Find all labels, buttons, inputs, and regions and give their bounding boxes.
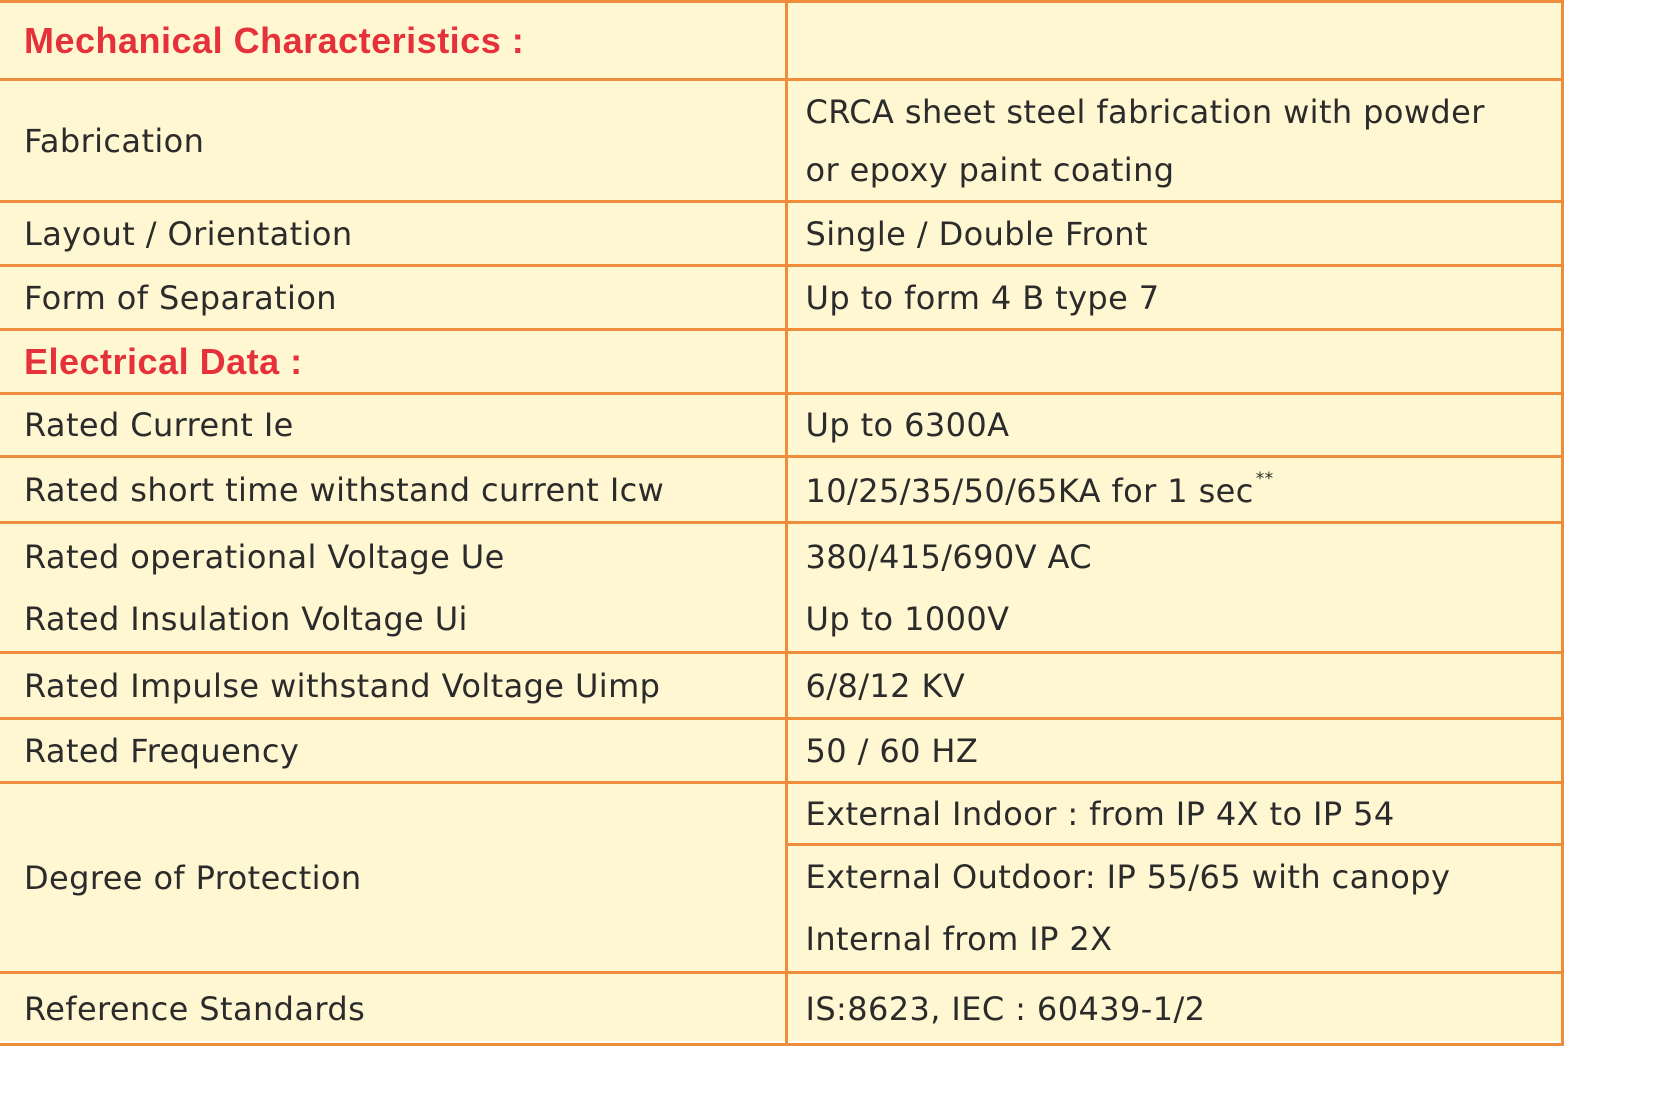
row-value xyxy=(786,719,1562,783)
empty-cell xyxy=(786,330,1562,394)
table-row xyxy=(0,80,1562,202)
row-label xyxy=(0,266,786,330)
section-heading-mechanical xyxy=(0,2,786,80)
row-label xyxy=(0,523,786,653)
row-value xyxy=(786,202,1562,266)
table-row xyxy=(0,973,1562,1045)
value-operational-voltage: 380/415/690V AC xyxy=(805,537,1093,576)
label-operational-voltage: Rated operational Voltage Ue xyxy=(24,537,505,576)
section-heading-electrical xyxy=(0,330,786,394)
value-separation: Up to form 4 B type 7 xyxy=(805,278,1160,317)
value-frequency: 50 / 60 HZ xyxy=(805,731,979,770)
value-protection-internal: Internal from IP 2X xyxy=(805,920,1113,958)
label-standards: Reference Standards xyxy=(24,989,366,1028)
row-value xyxy=(786,973,1562,1045)
label-separation: Form of Separation xyxy=(24,278,337,317)
table-row xyxy=(0,653,1562,719)
table-row xyxy=(0,719,1562,783)
label-insulation-voltage: Rated Insulation Voltage Ui xyxy=(24,599,468,638)
table-row xyxy=(0,783,1562,973)
table-row xyxy=(0,394,1562,457)
table-row xyxy=(0,457,1562,523)
label-protection: Degree of Protection xyxy=(24,858,362,897)
label-layout: Layout / Orientation xyxy=(24,214,353,253)
row-value xyxy=(786,394,1562,457)
row-value xyxy=(786,457,1562,523)
value-standards: IS:8623, IEC : 60439-1/2 xyxy=(805,989,1206,1028)
table-row xyxy=(0,202,1562,266)
row-label xyxy=(0,202,786,266)
value-insulation-voltage: Up to 1000V xyxy=(805,599,1010,638)
electrical-heading: Electrical Data : xyxy=(24,340,303,382)
label-frequency: Rated Frequency xyxy=(24,731,300,770)
row-value xyxy=(786,80,1562,202)
value-protection-outdoor: External Outdoor: IP 55/65 with canopy xyxy=(805,858,1451,896)
row-label xyxy=(0,973,786,1045)
label-short-time-current: Rated short time withstand current Icw xyxy=(24,470,665,509)
label-fabrication: Fabrication xyxy=(24,121,205,160)
label-rated-current: Rated Current Ie xyxy=(24,406,294,444)
mechanical-heading: Mechanical Characteristics : xyxy=(24,19,525,61)
row-value xyxy=(786,783,1562,973)
row-label xyxy=(0,783,786,973)
table-row xyxy=(0,523,1562,653)
empty-cell xyxy=(786,2,1562,80)
row-label xyxy=(0,719,786,783)
value-impulse-voltage: 6/8/12 KV xyxy=(805,666,966,705)
section-row-mechanical xyxy=(0,2,1562,80)
label-impulse-voltage: Rated Impulse withstand Voltage Uimp xyxy=(24,666,661,705)
row-label xyxy=(0,653,786,719)
row-label xyxy=(0,394,786,457)
row-value xyxy=(786,653,1562,719)
row-value xyxy=(786,523,1562,653)
value-rated-current: Up to 6300A xyxy=(805,406,1010,444)
table-row xyxy=(0,266,1562,330)
row-value xyxy=(786,266,1562,330)
value-layout: Single / Double Front xyxy=(805,214,1148,253)
value-short-time-current: 10/25/35/50/65KA for 1 sec xyxy=(805,472,1254,510)
row-label xyxy=(0,457,786,523)
value-protection-indoor: External Indoor : from IP 4X to IP 54 xyxy=(805,795,1395,833)
section-row-electrical xyxy=(0,330,1562,394)
row-label xyxy=(0,80,786,202)
value-fabrication-line1: CRCA sheet steel fabrication with powder xyxy=(805,92,1485,131)
value-fabrication-line2: or epoxy paint coating xyxy=(805,150,1175,189)
footnote-mark: ** xyxy=(1255,469,1274,489)
